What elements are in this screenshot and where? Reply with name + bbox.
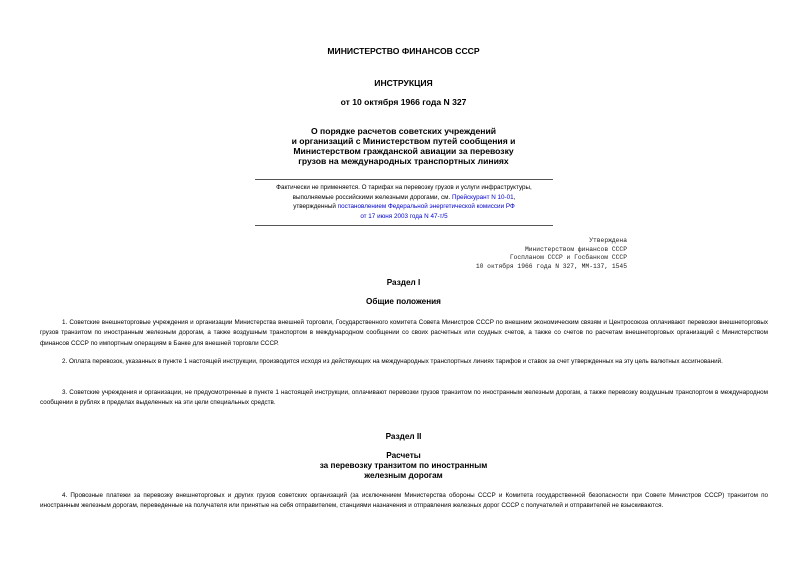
title-line: грузов на международных транспортных линиях <box>298 156 509 166</box>
notice-line <box>255 202 553 212</box>
resolution-date-link[interactable]: от 17 июня 2003 года N 47-т/5 <box>360 212 448 220</box>
section-2-title-line: железным дорогам <box>364 471 443 480</box>
title-line: О порядке расчетов советских учреждений <box>310 126 497 136</box>
title-line: Министерством гражданской авиации за перевозку <box>293 146 514 156</box>
notice-text: выполняемые российскими железными дорогами, см. <box>292 193 452 201</box>
section-2-title-line: Расчеты <box>386 451 421 460</box>
notice-line <box>255 212 553 222</box>
document-title <box>0 126 807 166</box>
approval-line: Утверждена <box>589 237 627 244</box>
notice-text: утвержденный <box>293 203 338 211</box>
paragraph-3: 3. Советские учреждения и организации, не предусмотренные в пункте 1 настоящей инструкции, оплачивают перевозки грузов транзитом по иностранным железным дорогам, а также перевозку воздушным транспортом в международном сообщении в рублях в пределах выделенных на эти цели специальных средств. <box>40 389 768 407</box>
paragraph-1: 1. Советские внешнеторговые учреждения и организации Министерства внешней торговли, Государственного комитета Совета Министров СССР по внешним экономическим связям и Центросоюза оплачивают перевозки внешнеторговых грузов транзитом по иностранным железным дорогам, а также воздушным транспортом в международном сообщении со своих расчетных или ссудных счетов, а также со счетов по расчетам внешнеторговых организаций с Министерством финансов СССР по импортным операциям в Банке для внешней торговли СССР. <box>40 319 768 347</box>
title-line: и организаций с Министерством путей сообщения и <box>291 136 516 146</box>
notice-line <box>255 193 553 203</box>
paragraph-4: 4. Провозные платежи за перевозку внешнеторговых и других грузов советских организаций (за исключением Министерства обороны СССР и Комитета государственной безопасности при Совете Министров СССР) транзитом по иностранным железным дорогам, переведенные на получателя или принятые на себя отправителем, станциями назначения и отправления железных дорог СССР с получателей и отправителей не взыскиваются. <box>40 492 768 510</box>
section-2-label: Раздел II <box>385 432 422 441</box>
document-date: от 10 октября 1966 года N 327 <box>340 97 467 107</box>
section-2-title-line: за перевозку транзитом по иностранным <box>319 461 488 470</box>
section-2-title <box>0 451 807 481</box>
approval-line: Министерством финансов СССР <box>524 245 627 253</box>
document-type: ИНСТРУКЦИЯ <box>374 78 433 88</box>
resolution-link[interactable]: постановлением Федеральной энергетической комиссии РФ <box>337 203 515 211</box>
notice-top-rule <box>255 179 553 180</box>
approval-line: Госпланом СССР и Госбанком СССР <box>509 254 627 262</box>
paragraph-2: 2. Оплата перевозок, указанных в пункте 1 настоящей инструкции, производится исходя из действующих на международных транспортных линиях тарифов и ставок за счет утвержденных на эту цель валютных ассигнований. <box>62 358 723 365</box>
notice-line: Фактически не применяется. О тарифах на перевозку грузов и услуги инфраструктуры, <box>276 184 532 191</box>
pricelist-link[interactable]: Прейскурант N 10-01 <box>451 193 514 201</box>
approval-stamp <box>476 237 627 271</box>
notice-text: , <box>513 193 516 201</box>
ministry-heading: МИНИСТЕРСТВО ФИНАНСОВ СССР <box>327 46 480 56</box>
section-1-label: Раздел I <box>386 278 421 287</box>
approval-line: 10 октября 1966 года N 327, ММ-137, 1545 <box>475 262 627 270</box>
status-notice <box>255 183 553 221</box>
section-1-title: Общие положения <box>366 297 441 306</box>
notice-bottom-rule <box>255 225 553 226</box>
